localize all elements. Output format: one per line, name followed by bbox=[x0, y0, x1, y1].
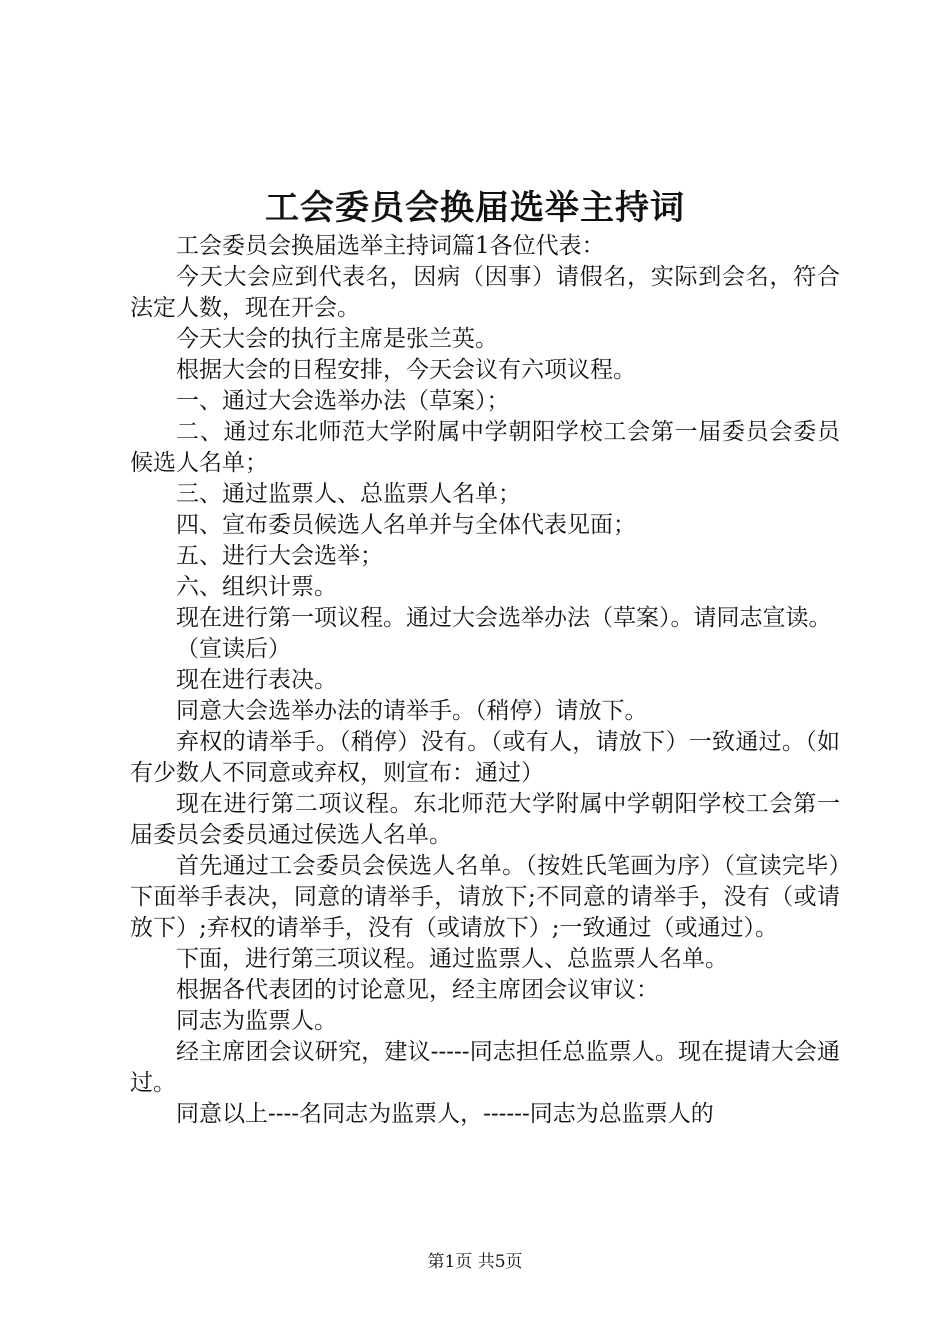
paragraph: 今天大会的执行主席是张兰英。 bbox=[176, 326, 498, 352]
paragraph: 根据大会的日程安排，今天会议有六项议程。 bbox=[176, 357, 636, 383]
paragraph: 同志为监票人。 bbox=[176, 1008, 337, 1034]
paragraph: （宣读后） bbox=[176, 636, 291, 662]
paragraph: 现在进行第二项议程。东北师范大学附属中学朝阳学校工会第一届委员会委员通过侯选人名单。 bbox=[130, 791, 840, 848]
paragraph: 四、宣布委员候选人名单并与全体代表见面； bbox=[176, 512, 636, 538]
paragraph: 工会委员会换届选举主持词篇1各位代表： bbox=[176, 233, 605, 259]
paragraph: 今天大会应到代表名，因病（因事）请假名，实际到会名，符合法定人数，现在开会。 bbox=[130, 264, 840, 321]
paragraph: 一、通过大会选举办法（草案）； bbox=[176, 388, 510, 414]
paragraph: 根据各代表团的讨论意见，经主席团会议审议： bbox=[176, 977, 659, 1003]
paragraph: 下面，进行第三项议程。通过监票人、总监票人名单。 bbox=[176, 946, 728, 972]
page-number-footer: 第1页 共5页 bbox=[427, 1252, 523, 1272]
paragraph: 二、通过东北师范大学附属中学朝阳学校工会第一届委员会委员候选人名单； bbox=[130, 419, 840, 476]
document-title: 工会委员会换届选举主持词 bbox=[265, 188, 685, 228]
paragraph: 首先通过工会委员会侯选人名单。（按姓氏笔画为序）（宣读完毕）下面举手表决，同意的请举手，请放下;不同意的请举手，没有（或请放下）;弃权的请举手，没有（或请放下）;一致通过（或通过）。 bbox=[130, 853, 840, 941]
paragraph: 弃权的请举手。（稍停）没有。（或有人，请放下）一致通过。（如有少数人不同意或弃权，则宣布：通过） bbox=[130, 729, 840, 786]
paragraph: 六、组织计票。 bbox=[176, 574, 337, 600]
paragraph: 同意以上----名同志为监票人，------同志为总监票人的 bbox=[176, 1101, 714, 1127]
paragraph: 同意大会选举办法的请举手。（稍停）请放下。 bbox=[176, 698, 648, 724]
document-body bbox=[130, 231, 840, 1130]
paragraph: 现在进行第一项议程。通过大会选举办法（草案）。请同志宣读。 bbox=[176, 605, 832, 631]
paragraph: 五、进行大会选举； bbox=[176, 543, 383, 569]
paragraph: 三、通过监票人、总监票人名单； bbox=[176, 481, 521, 507]
paragraph: 经主席团会议研究，建议-----同志担任总监票人。现在提请大会通过。 bbox=[130, 1039, 840, 1096]
paragraph: 现在进行表决。 bbox=[176, 667, 337, 693]
